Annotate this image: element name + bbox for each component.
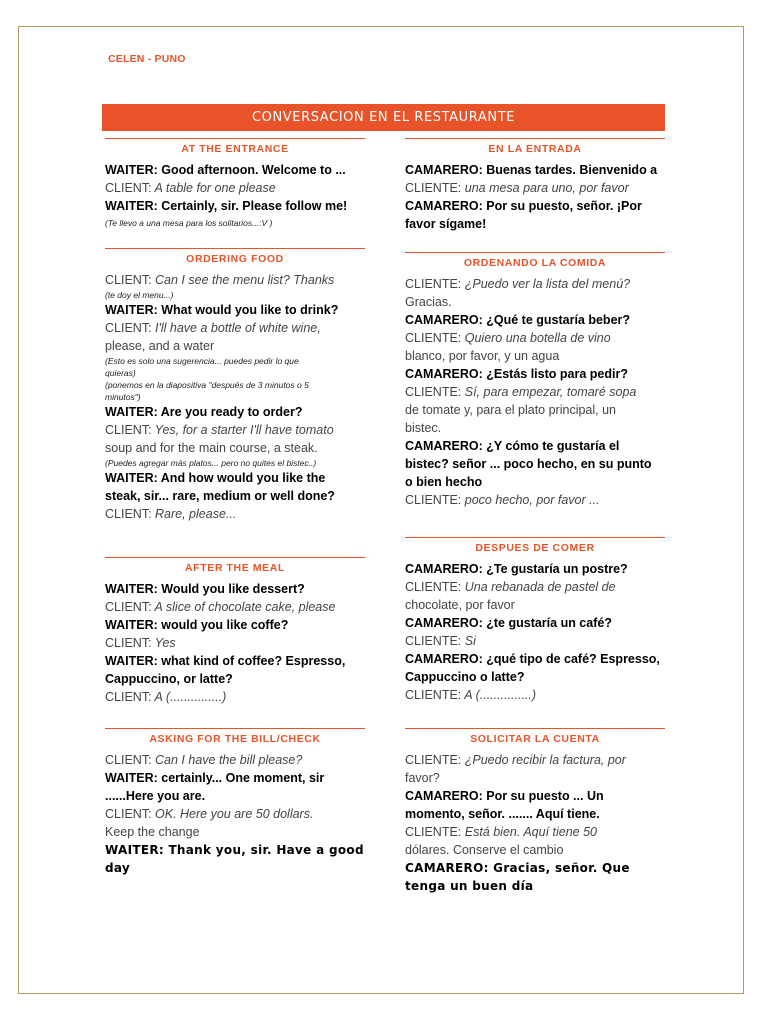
waiter-line: CAMARERO: ¿Te gustaría un postre?: [405, 562, 628, 576]
waiter-line: WAITER: what kind of coffee? Espresso,: [105, 654, 346, 668]
waiter-line-cont: Cappuccino, or latte?: [105, 672, 233, 686]
client-line: [405, 275, 665, 293]
client-line-cont: dólares. Conserve el cambio: [405, 843, 564, 857]
client-line-cont: bistec.: [405, 421, 442, 435]
waiter-line: WAITER: certainly... One moment, sir: [105, 771, 325, 785]
client-line-cont: Keep the change: [105, 825, 200, 839]
client-line: [405, 491, 665, 509]
waiter-line: WAITER: What would you like to drink?: [105, 303, 339, 317]
client-line: [105, 179, 365, 197]
waiter-line-cont: day: [105, 861, 131, 875]
client-line-cont: please, and a water: [105, 339, 215, 353]
waiter-line-cont: favor sígame!: [405, 217, 487, 231]
client-line: [405, 686, 665, 704]
speaker-label: CLIENTE:: [405, 580, 462, 594]
client-line-cont: soup and for the main course, a steak.: [105, 441, 318, 455]
client-text: Está bien. Aquí tiene 50: [461, 825, 598, 839]
waiter-line-cont: momento, señor. ....... Aquí tiene.: [405, 807, 600, 821]
client-line: [405, 578, 665, 596]
speaker-label: CLIENT:: [105, 807, 152, 821]
client-line: [105, 505, 365, 523]
section-ordenando-la-comida: [405, 252, 665, 509]
speaker-label: CLIENT:: [105, 321, 152, 335]
section-heading: ORDENANDO LA COMIDA: [405, 252, 665, 271]
client-text: A (...............): [151, 690, 227, 704]
client-line: [105, 598, 365, 616]
waiter-line: CAMARERO: ¿Y cómo te gustaría el: [405, 439, 620, 453]
client-line: [405, 179, 665, 197]
client-text: A table for one please: [151, 181, 276, 195]
section-heading: ASKING FOR THE BILL/CHECK: [105, 728, 365, 747]
client-text: poco hecho, por favor ...: [461, 493, 600, 507]
client-line: [405, 751, 665, 769]
speaker-label: CLIENT:: [105, 181, 152, 195]
waiter-line: CAMARERO: ¿qué tipo de café? Espresso,: [405, 652, 660, 666]
client-text: I'll have a bottle of white wine,: [151, 321, 321, 335]
client-line: [105, 634, 365, 652]
speaker-label: CLIENTE:: [405, 181, 462, 195]
title-banner: CONVERSACION EN EL RESTAURANTE: [102, 104, 665, 131]
client-text: Si: [461, 634, 476, 648]
note: (te doy el menu...): [105, 290, 174, 300]
client-line: [405, 823, 665, 841]
client-text: ¿Puedo ver la lista del menú?: [461, 277, 631, 291]
waiter-line-cont: steak, sir... rare, medium or well done?: [105, 489, 335, 503]
waiter-line: WAITER: Are you ready to order?: [105, 405, 303, 419]
client-line-cont: chocolate, por favor: [405, 598, 515, 612]
waiter-line: WAITER: Certainly, sir. Please follow me!: [105, 199, 348, 213]
speaker-label: CLIENTE:: [405, 331, 462, 345]
waiter-line-cont: tenga un buen día: [405, 879, 534, 893]
note: (ponemos en la diapositiva "después de 3 minutos o 5: [105, 380, 309, 390]
client-line-cont: de tomate y, para el plato principal, un: [405, 403, 617, 417]
speaker-label: CLIENTE:: [405, 634, 462, 648]
waiter-line: WAITER: would you like coffe?: [105, 618, 289, 632]
client-text: una mesa para uno, por favor: [461, 181, 629, 195]
section-asking-for-the-bill: [105, 728, 365, 877]
speaker-label: CLIENT:: [105, 273, 152, 287]
note: (Te llevo a una mesa para los solitarios...:V ): [105, 218, 273, 228]
section-heading: AT THE ENTRANCE: [105, 138, 365, 157]
client-line: [405, 329, 665, 347]
organization-label: CELEN - PUNO: [108, 53, 186, 65]
waiter-line: CAMARERO: Buenas tardes. Bienvenido a: [405, 163, 658, 177]
client-line: [105, 421, 365, 439]
section-heading: EN LA ENTRADA: [405, 138, 665, 157]
waiter-line: CAMARERO: ¿Qué te gustaría beber?: [405, 313, 631, 327]
section-en-la-entrada: [405, 138, 665, 233]
speaker-label: CLIENT:: [105, 690, 152, 704]
client-line: [105, 688, 365, 706]
waiter-line: WAITER: Thank you, sir. Have a good: [105, 843, 364, 857]
waiter-line: CAMARERO: ¿Estás listo para pedir?: [405, 367, 628, 381]
client-text: Yes, for a starter I'll have tomato: [151, 423, 334, 437]
client-text: Sí, para empezar, tomaré sopa: [461, 385, 637, 399]
speaker-label: CLIENTE:: [405, 753, 462, 767]
client-text: A slice of chocolate cake, please: [151, 600, 336, 614]
section-at-the-entrance: [105, 138, 365, 229]
client-text: Una rebanada de pastel de: [461, 580, 616, 594]
section-heading: DESPUES DE COMER: [405, 537, 665, 556]
client-line: [105, 805, 365, 823]
client-text: ¿Puedo recibir la factura, por: [461, 753, 626, 767]
client-line: [405, 383, 665, 401]
waiter-line: CAMARERO: ¿te gustaría un café?: [405, 616, 612, 630]
waiter-line: CAMARERO: Por su puesto, señor. ¡Por: [405, 199, 642, 213]
section-heading: AFTER THE MEAL: [105, 557, 365, 576]
speaker-label: CLIENTE:: [405, 688, 462, 702]
waiter-line: CAMARERO: Por su puesto ... Un: [405, 789, 604, 803]
client-text: Can I have the bill please?: [151, 753, 303, 767]
waiter-line-cont: o bien hecho: [405, 475, 483, 489]
waiter-line: WAITER: Would you like dessert?: [105, 582, 305, 596]
client-line-cont: Gracias.: [405, 295, 452, 309]
client-line-cont: favor?: [405, 771, 440, 785]
waiter-line-cont: ......Here you are.: [105, 789, 206, 803]
section-heading: SOLICITAR LA CUENTA: [405, 728, 665, 747]
note: quieras): [105, 368, 136, 378]
client-line: [105, 319, 365, 337]
section-ordering-food: [105, 248, 365, 523]
client-line-cont: blanco, por favor, y un agua: [405, 349, 560, 363]
client-line: [405, 632, 665, 650]
client-text: Yes: [151, 636, 176, 650]
note: minutos"): [105, 392, 141, 402]
speaker-label: CLIENTE:: [405, 493, 462, 507]
waiter-line: WAITER: Good afternoon. Welcome to ...: [105, 163, 346, 177]
waiter-line-cont: Cappuccino o latte?: [405, 670, 525, 684]
client-text: A (...............): [461, 688, 537, 702]
section-despues-de-comer: [405, 537, 665, 704]
client-line: [105, 271, 365, 289]
client-text: Rare, please...: [151, 507, 237, 521]
client-text: Quiero una botella de vino: [461, 331, 611, 345]
speaker-label: CLIENT:: [105, 636, 152, 650]
speaker-label: CLIENTE:: [405, 277, 462, 291]
speaker-label: CLIENT:: [105, 507, 152, 521]
waiter-line: WAITER: And how would you like the: [105, 471, 326, 485]
speaker-label: CLIENTE:: [405, 825, 462, 839]
speaker-label: CLIENT:: [105, 600, 152, 614]
speaker-label: CLIENT:: [105, 753, 152, 767]
client-text: Can I see the menu list? Thanks: [151, 273, 335, 287]
note: (Puedes agregar más platos... pero no quites el bistec..): [105, 458, 317, 468]
speaker-label: CLIENTE:: [405, 385, 462, 399]
note: (Esto es solo una sugerencia... puedes pedir lo que: [105, 356, 299, 366]
section-after-the-meal: [105, 557, 365, 706]
waiter-line-cont: bistec? señor ... poco hecho, en su punto: [405, 457, 652, 471]
client-text: OK. Here you are 50 dollars.: [151, 807, 314, 821]
waiter-line: CAMARERO: Gracias, señor. Que: [405, 861, 630, 875]
section-solicitar-la-cuenta: [405, 728, 665, 895]
speaker-label: CLIENT:: [105, 423, 152, 437]
section-heading: ORDERING FOOD: [105, 248, 365, 267]
client-line: [105, 751, 365, 769]
